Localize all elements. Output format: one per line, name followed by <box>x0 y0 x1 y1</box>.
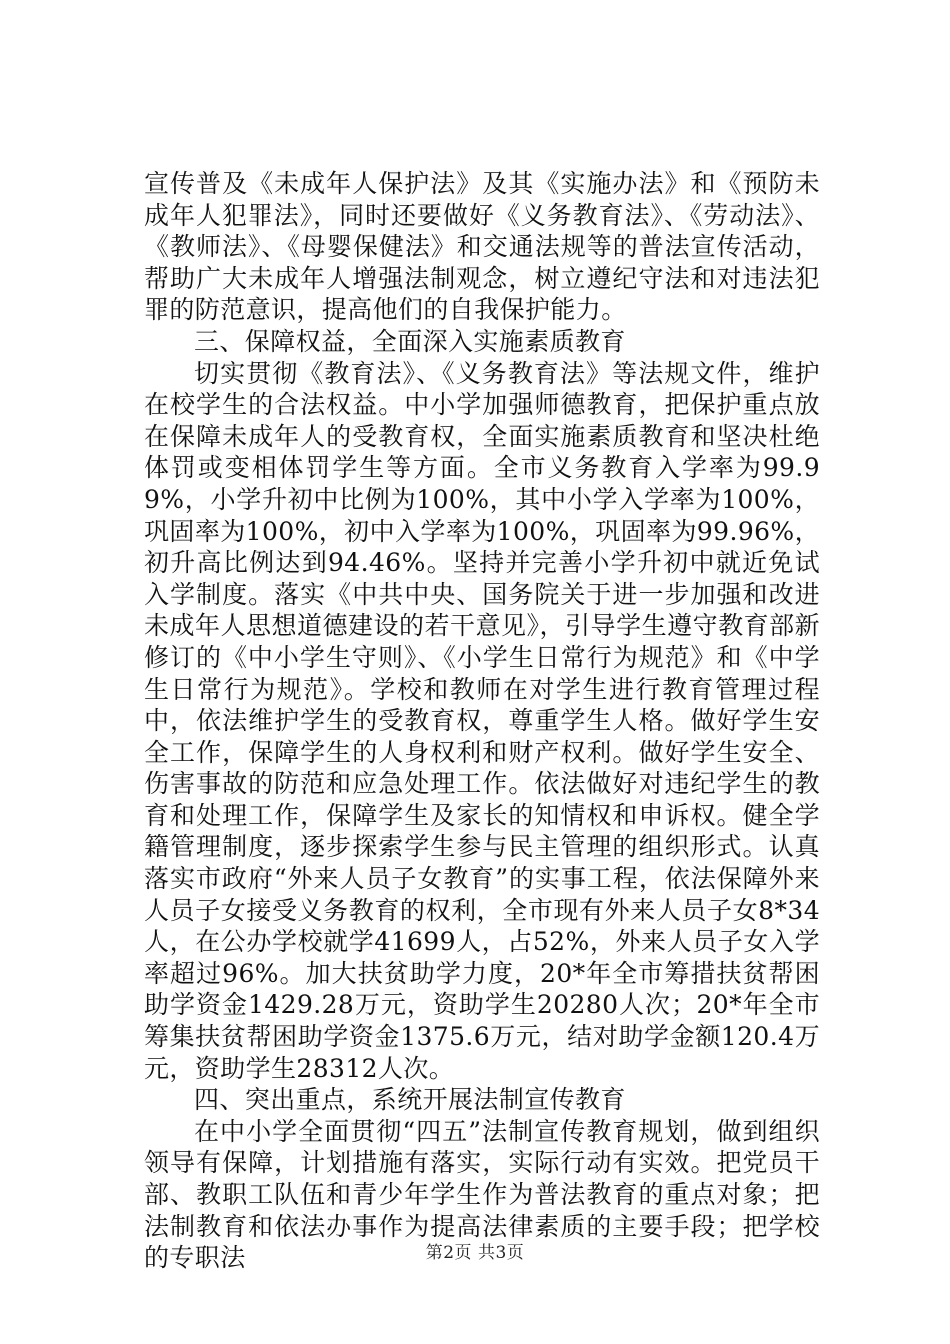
page-number: 第2页 共3页 <box>425 1243 525 1263</box>
document-body <box>144 168 820 1274</box>
section-heading-4: 四、突出重点，系统开展法制宣传教育 <box>194 1085 626 1115</box>
paragraph-1: 宣传普及《未成年人保护法》及其《实施办法》和《预防未成年人犯罪法》，同时还要做好《义务教育法》、《劳动法》、《教师法》、《母婴保健法》和交通法规等的普法宣传活动，帮助广大未成年人增强法制观念，树立遵纪守法和对违法犯罪的防范意识，提高他们的自我保护能力。 <box>144 169 820 325</box>
paragraph-3: 在中小学全面贯彻“四五”法制宣传教育规划，做到组织领导有保障，计划措施有落实，实际行动有实效。把党员干部、教职工队伍和青少年学生作为普法教育的重点对象；把法制教育和依法办事作为提高法律素质的主要手段；把学校的专职法 <box>144 1116 820 1273</box>
section-heading-3: 三、保障权益，全面深入实施素质教育 <box>194 326 626 356</box>
paragraph-2: 切实贯彻《教育法》、《义务教育法》等法规文件，维护在校学生的合法权益。中小学加强师德教育，把保护重点放在保障未成年人的受教育权，全面实施素质教育和坚决杜绝体罚或变相体罚学生等方面。全市义务教育入学率为99.99%，小学升初中比例为100%，其中小学入学率为100%，巩固率为100%，初中入学率为100%，巩固率为99.96%，初升高比例达到94.46%。坚持并完善小学升初中就近免试入学制度。落实《中共中央、国务院关于进一步加强和改进未成年人思想道德建设的若干意见》，引导学生遵守教育部新修订的《中小学生守则》、《小学生日常行为规范》和《中学生日常行为规范》。学校和教师在对学生进行教育管理过程中，依法维护学生的受教育权，尊重学生人格。做好学生安全工作，保障学生的人身权利和财产权利。做好学生安全、伤害事故的防范和应急处理工作。依法做好对违纪学生的教育和处理工作，保障学生及家长的知情权和申诉权。健全学籍管理制度，逐步探索学生参与民主管理的组织形式。认真落实市政府“外来人员子女教育”的实事工程，依法保障外来人员子女接受义务教育的权利，全市现有外来人员子女8*34人，在公办学校就学41699人，占52%，外来人员子女入学率超过96%。加大扶贫助学力度，20*年全市筹措扶贫帮困助学资金1429.28万元，资助学生20280人次；20*年全市筹集扶贫帮困助学资金1375.6万元，结对助学金额120.4万元，资助学生28312人次。 <box>144 358 820 1083</box>
